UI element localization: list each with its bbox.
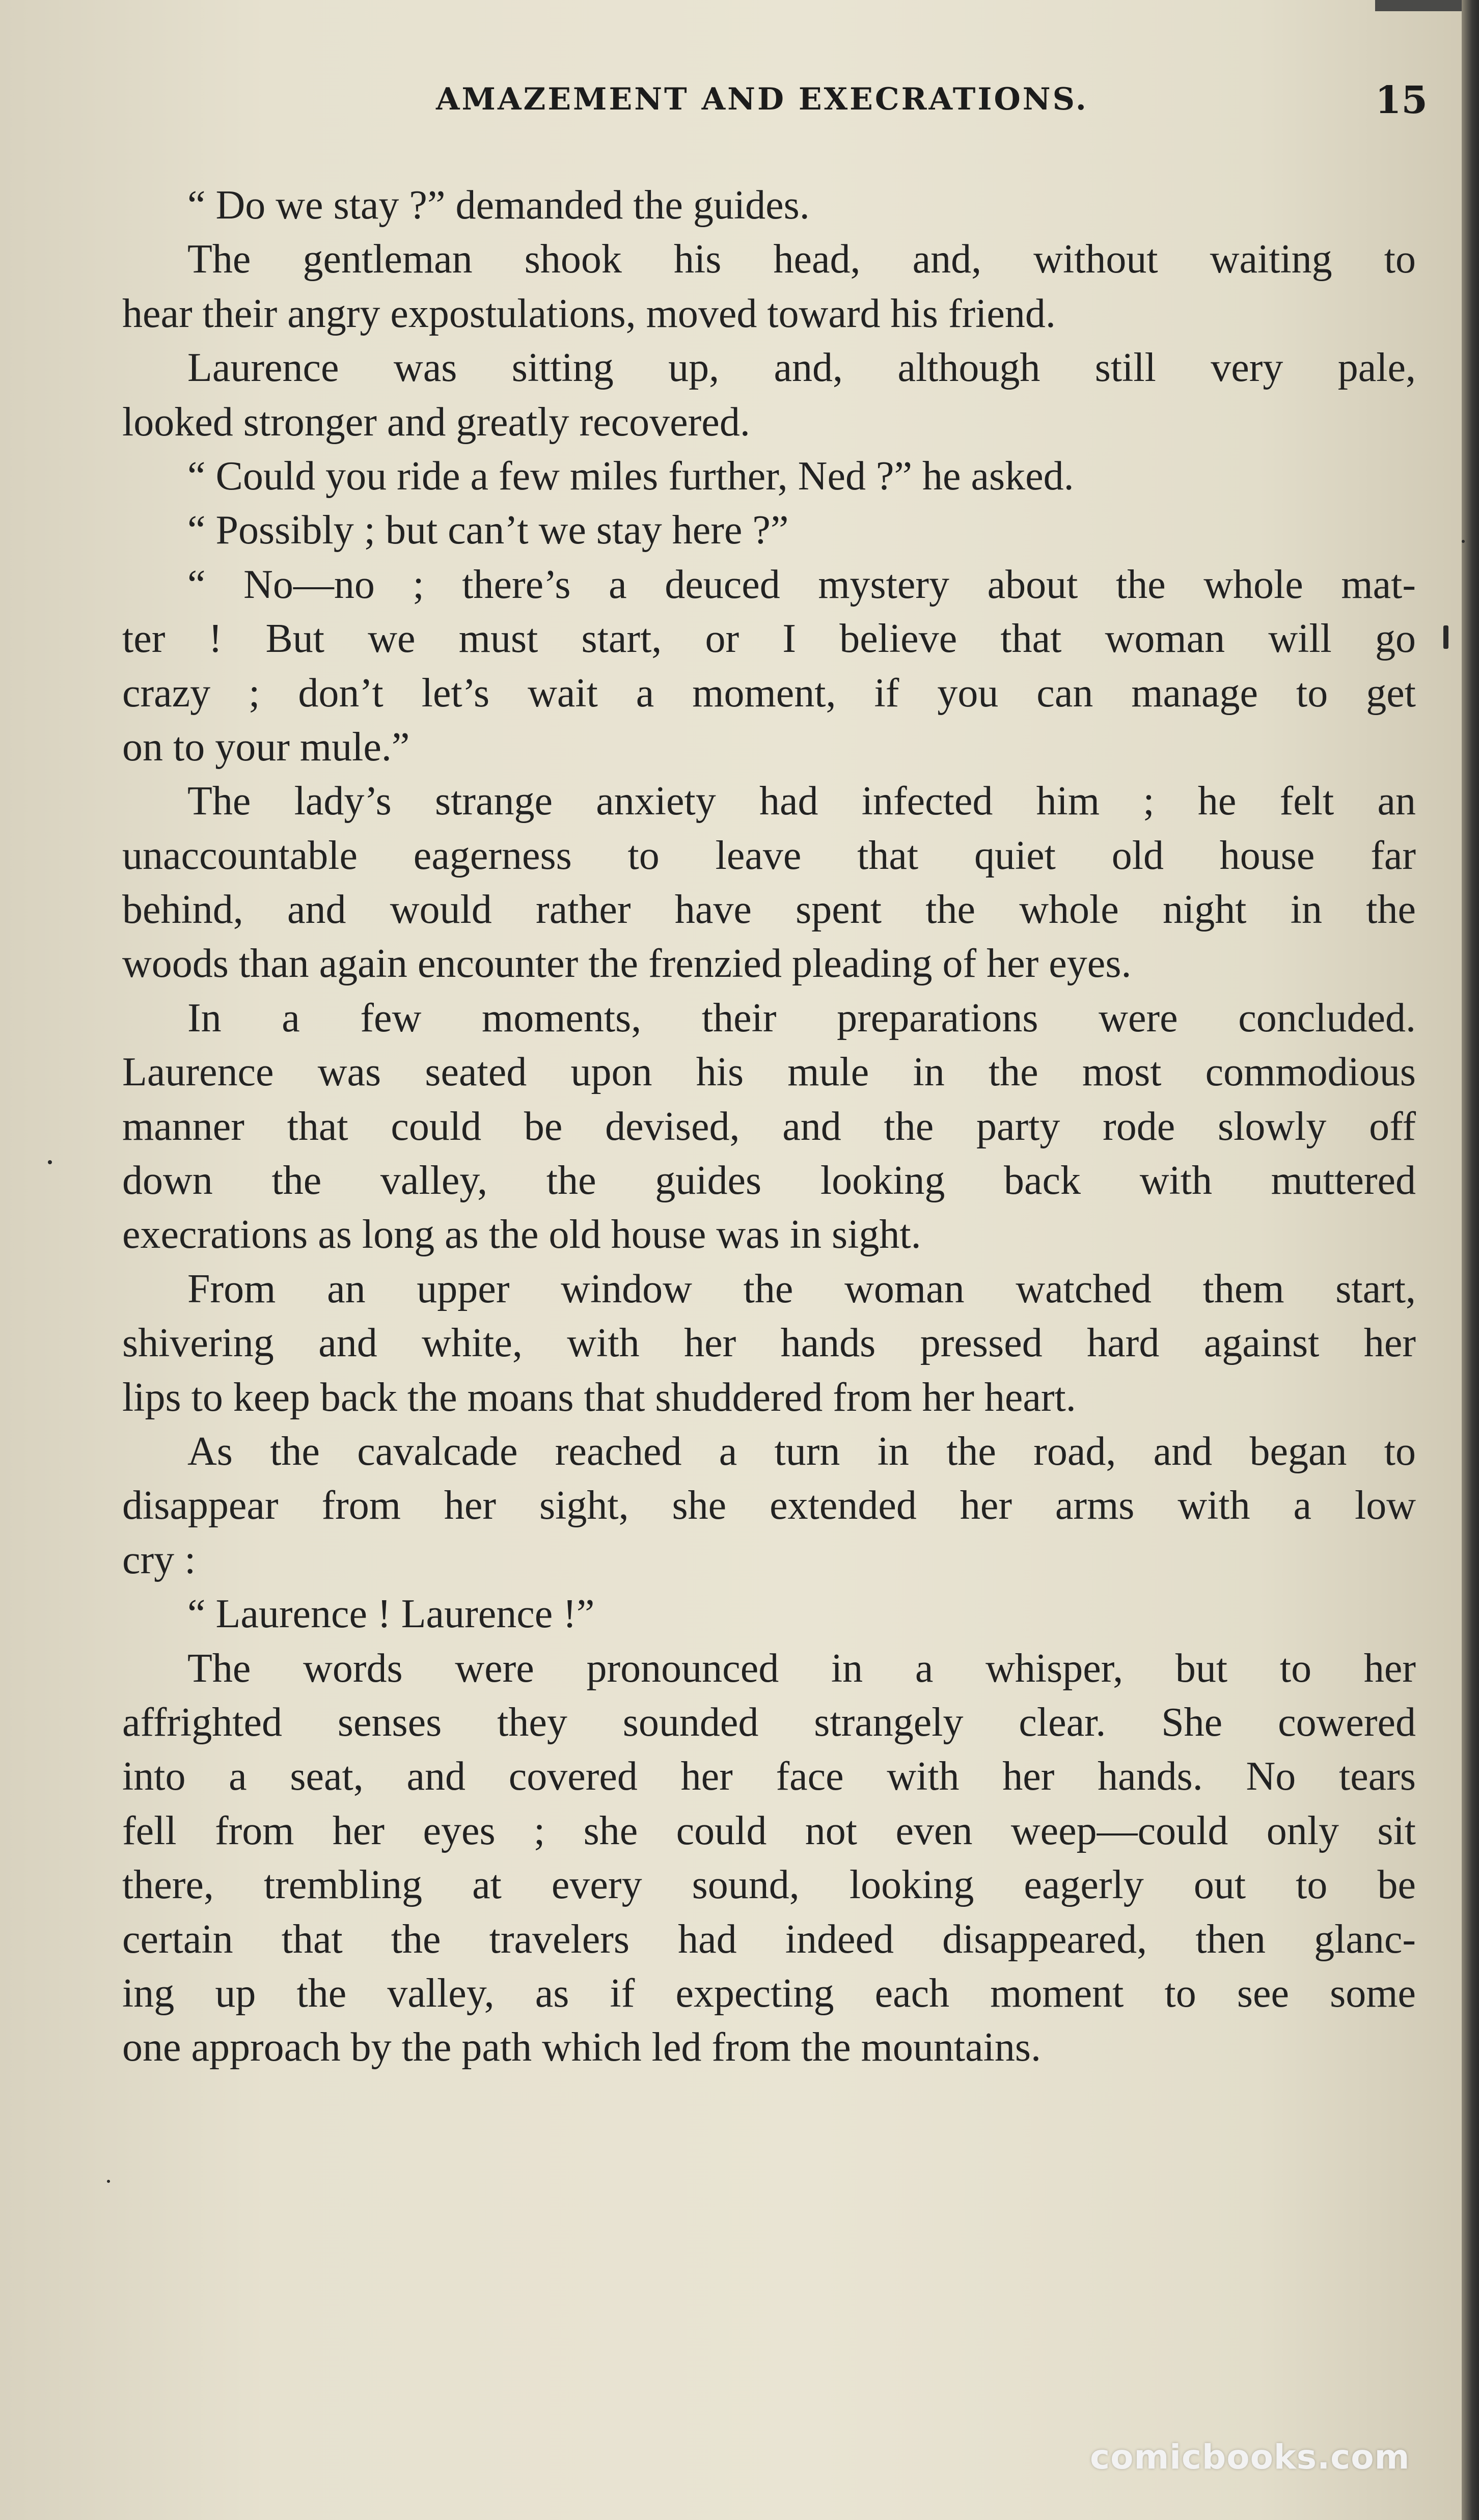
text-line: crazy ; don’t let’s wait a moment, if you can manage to get (122, 670, 1416, 716)
text-line: From an upper window the woman watched them start, (187, 1266, 1416, 1311)
text-line: disappear from her sight, she extended her arms with a low (122, 1483, 1416, 1528)
running-head: AMAZEMENT AND EXECRATIONS. (436, 81, 1088, 117)
page-edge-right (1462, 0, 1479, 2520)
text-line: “ Laurence ! Laurence !” (187, 1592, 595, 1637)
text-line: Laurence was seated upon his mule in the most commodious (122, 1050, 1416, 1095)
text-line: affrighted senses they sounded strangely clear. She cowered (122, 1700, 1416, 1745)
text-line: Laurence was sitting up, and, although still very pale, (187, 345, 1416, 391)
page-number: 15 (1375, 78, 1428, 122)
text-line: down the valley, the guides looking back with muttered (122, 1158, 1416, 1203)
text-line: cry : (122, 1537, 196, 1582)
text-line: hear their angry expostulations, moved toward his friend. (122, 291, 1056, 336)
body-text (122, 178, 1416, 2075)
text-line: fell from her eyes ; she could not even weep—could only sit (122, 1808, 1416, 1853)
text-line: The gentleman shook his head, and, without waiting to (187, 237, 1416, 282)
text-line: unaccountable eagerness to leave that quiet old house far (122, 833, 1416, 878)
text-line: “ Possibly ; but can’t we stay here ?” (187, 508, 789, 553)
text-line: into a seat, and covered her face with her hands. No tears (122, 1754, 1416, 1799)
text-line: looked stronger and greatly recovered. (122, 399, 750, 445)
ink-speck (1462, 540, 1465, 543)
text-line: The lady’s strange anxiety had infected him ; he felt an (187, 779, 1416, 824)
text-line: woods than again encounter the frenzied pleading of her eyes. (122, 941, 1132, 987)
text-line: execrations as long as the old house was in sight. (122, 1212, 921, 1257)
text-line: certain that the travelers had indeed disappeared, then glanc- (122, 1916, 1416, 1962)
text-line: “ Could you ride a few miles further, Ned ?” he asked. (187, 453, 1074, 499)
text-line: As the cavalcade reached a turn in the road, and began to (187, 1429, 1416, 1474)
text-line: The words were pronounced in a whisper, but to her (187, 1646, 1416, 1691)
text-line: ing up the valley, as if expecting each moment to see some (122, 1970, 1416, 2016)
text-line: “ No—no ; there’s a deuced mystery about the whole mat- (187, 562, 1416, 607)
ink-speck (1443, 625, 1448, 649)
text-line: ter ! But we must start, or I believe that woman will go (122, 616, 1416, 662)
text-line: lips to keep back the moans that shuddered from her heart. (122, 1375, 1076, 1420)
watermark: comicbooks.com (1090, 2437, 1410, 2477)
text-line: behind, and would rather have spent the whole night in the (122, 887, 1416, 933)
text-line: shivering and white, with her hands pressed hard against her (122, 1321, 1416, 1366)
ink-speck (107, 2180, 110, 2183)
text-line: on to your mule.” (122, 724, 410, 770)
text-line: one approach by the path which led from the mountains. (122, 2025, 1041, 2070)
text-line: there, trembling at every sound, looking eagerly out to be (122, 1862, 1416, 1908)
text-line: manner that could be devised, and the party rode slowly off (122, 1104, 1416, 1149)
text-line: “ Do we stay ?” demanded the guides. (187, 183, 810, 228)
ink-speck (48, 1160, 52, 1164)
page-header (0, 78, 1479, 132)
text-line: In a few moments, their preparations were concluded. (187, 995, 1416, 1040)
